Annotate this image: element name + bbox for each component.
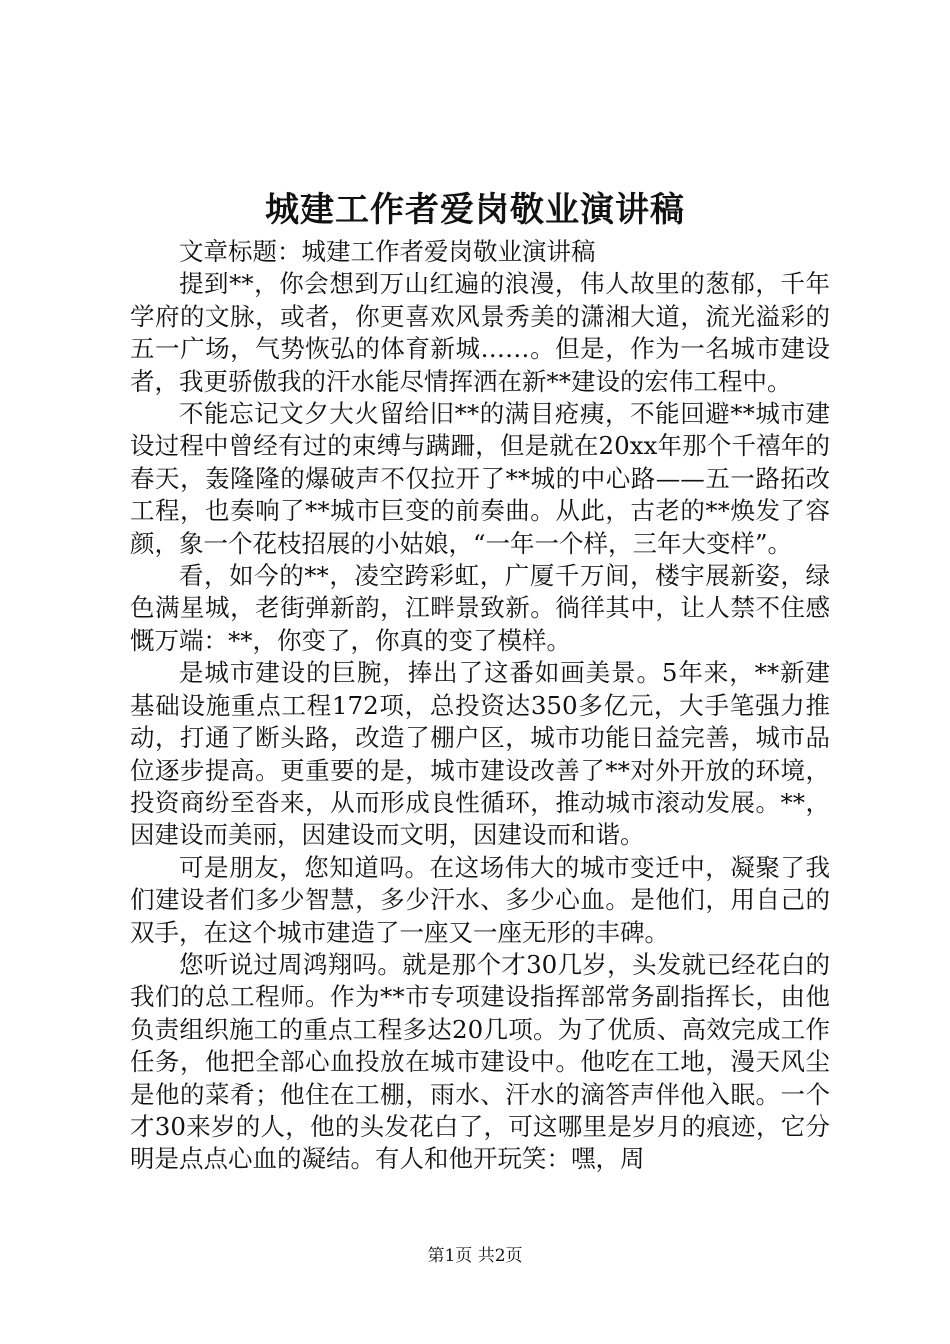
document-body bbox=[130, 236, 830, 1176]
paragraph: 提到**，你会想到万山红遍的浪漫，伟人故里的葱郁，千年学府的文脉，或者，你更喜欢风景秀美的潇湘大道，流光溢彩的五一广场，气势恢弘的体育新城……。但是，作为一名城市建设者，我更骄傲我的汗水能尽情挥洒在新**建设的宏伟工程中。 bbox=[130, 269, 830, 396]
paragraph: 可是朋友，您知道吗。在这场伟大的城市变迁中，凝聚了我们建设者们多少智慧，多少汗水、多少心血。是他们，用自己的双手，在这个城市建造了一座又一座无形的丰碑。 bbox=[130, 852, 830, 947]
page-footer: 第1页 共2页 bbox=[427, 1246, 523, 1266]
paragraph: 不能忘记文夕大火留给旧**的满目疮痍，不能回避**城市建设过程中曾经有过的束缚与蹒跚，但是就在20xx年那个千禧年的春天，轰隆隆的爆破声不仅拉开了**城的中心路——五一路拓改工程，也奏响了**城市巨变的前奏曲。从此，古老的**焕发了容颜，象一个花枝招展的小姑娘，“一年一个样，三年大变样”。 bbox=[130, 399, 830, 558]
document-title: 城建工作者爱岗敬业演讲稿 bbox=[265, 190, 685, 230]
paragraph: 是城市建设的巨腕，捧出了这番如画美景。5年来，**新建基础设施重点工程172项，总投资达350多亿元，大手笔强力推动，打通了断头路，改造了棚户区，城市功能日益完善，城市品位逐步提高。更重要的是，城市建设改善了**对外开放的环境，投资商纷至沓来，从而形成良性循环，推动城市滚动发展。**，因建设而美丽，因建设而文明，因建设而和谐。 bbox=[130, 658, 830, 850]
paragraph: 您听说过周鸿翔吗。就是那个才30几岁，头发就已经花白的我们的总工程师。作为**市专项建设指挥部常务副指挥长，由他负责组织施工的重点工程多达20几项。为了优质、高效完成工作任务，他把全部心血投放在城市建设中。他吃在工地，漫天风尘是他的菜肴；他住在工棚，雨水、汗水的滴答声伴他入眠。一个才30来岁的人，他的头发花白了，可这哪里是岁月的痕迹，它分明是点点心血的凝结。有人和他开玩笑：嘿，周 bbox=[130, 949, 830, 1174]
paragraph-article-title: 文章标题：城建工作者爱岗敬业演讲稿 bbox=[179, 237, 596, 266]
paragraph: 看，如今的**，凌空跨彩虹，广厦千万间，楼宇展新姿，绿色满星城，老街弹新韵，江畔景致新。徜徉其中，让人禁不住感慨万端：**，你变了，你真的变了模样。 bbox=[130, 561, 830, 655]
